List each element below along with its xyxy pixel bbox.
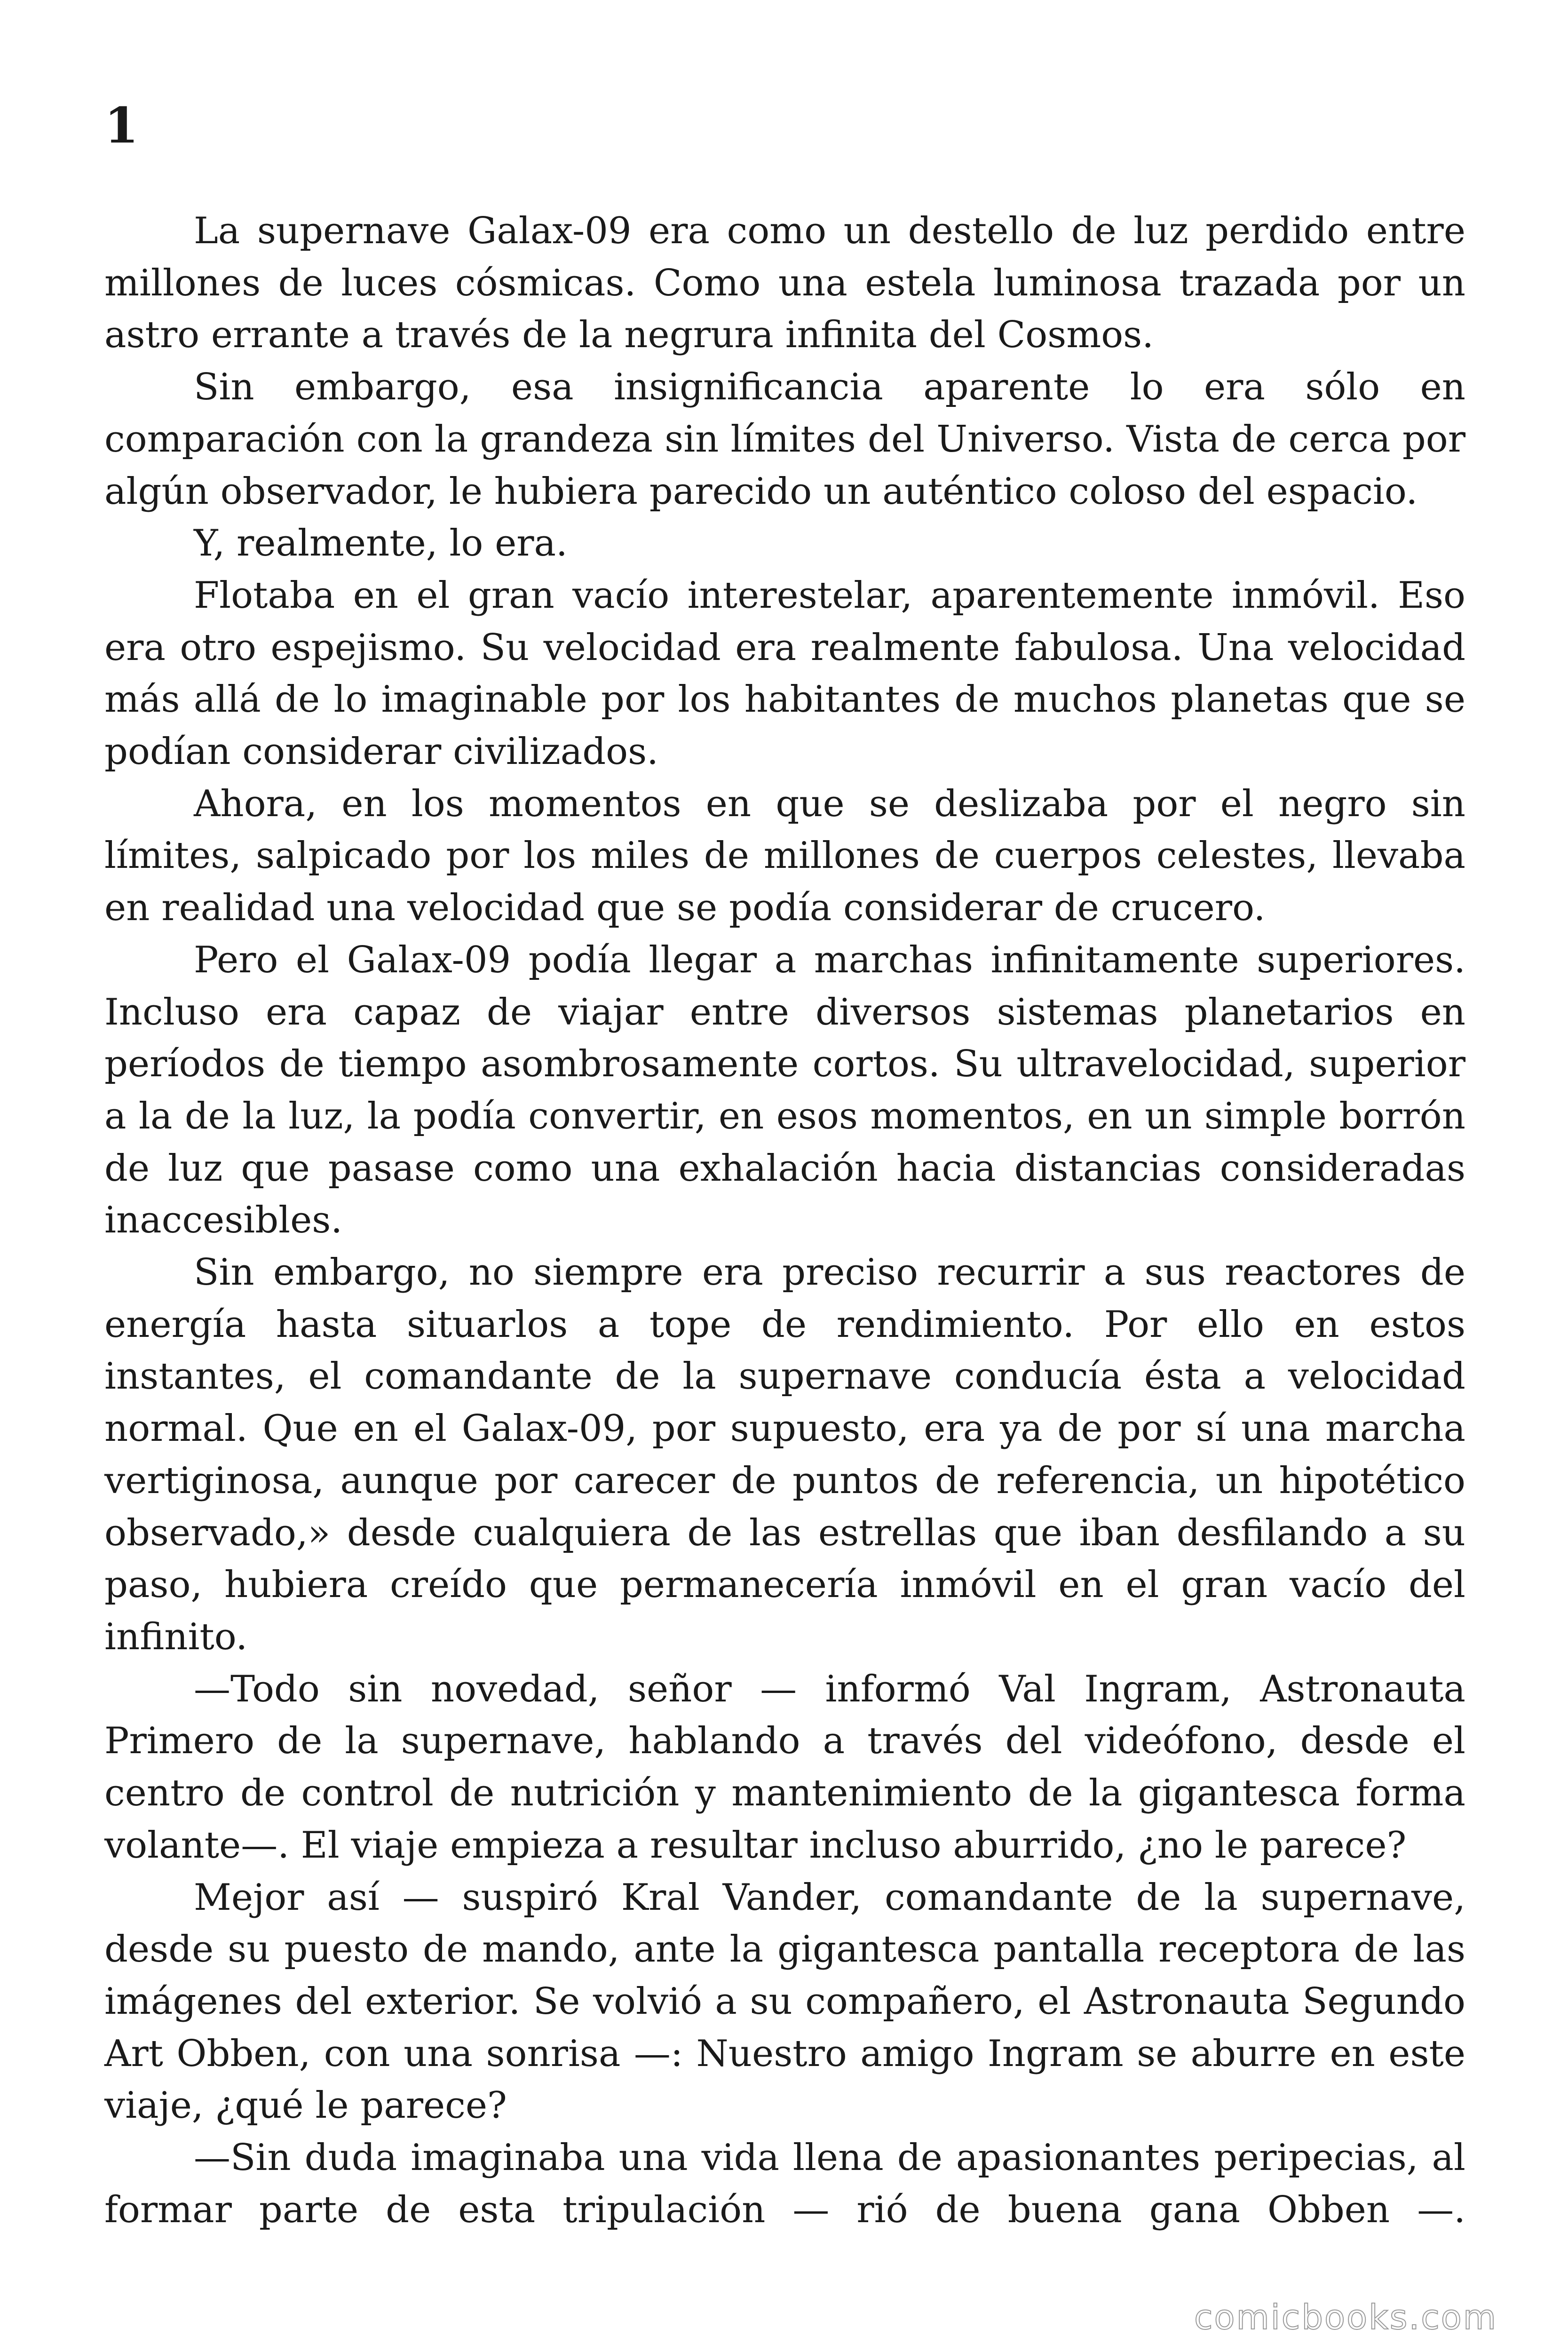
paragraph: La supernave Galax-09 era como un destello de luz perdido entre millones de luces cósmicas. Como una estela luminosa trazada por un astro errante a través de la negrura infinita del Cosmos. [104,210,1465,357]
paragraph: —Sin duda imaginaba una vida llena de apasionantes peripecias, al formar parte de esta tripulación — rió de buena gana Obben —. [104,2137,1465,2231]
paragraph: Sin embargo, esa insignificancia aparente lo era sólo en comparación con la grandeza sin límites del Universo. Vista de cerca por algún observador, le hubiera parecido un auténtico coloso del espacio. [104,366,1465,513]
paragraph: —Todo sin novedad, señor — informó Val Ingram, Astronauta Primero de la supernave, hablando a través del videófono, desde el centro de control de nutrición y mantenimiento de la gigantesca forma volante—. El viaje empieza a resultar incluso aburrido, ¿no le parece? [104,1668,1465,1867]
body-text [104,205,1465,2236]
paragraph: Flotaba en el gran vacío interestelar, aparentemente inmóvil. Eso era otro espejismo. Su velocidad era realmente fabulosa. Una velocidad más allá de lo imaginable por los habitantes de muchos planetas que se podían considerar civilizados. [104,574,1465,773]
paragraph: Pero el Galax-09 podía llegar a marchas infinitamente superiores. Incluso era capaz de viajar entre diversos sistemas planetarios en períodos de tiempo asombrosamente cortos. Su ultravelocidad, superior a la de la luz, la podía convertir, en esos momentos, en un simple borrón de luz que pasase como una exhalación hacia distancias consideradas inaccesibles. [104,938,1465,1242]
paragraph: Ahora, en los momentos en que se deslizaba por el negro sin límites, salpicado por los miles de millones de cuerpos celestes, llevaba en realidad una velocidad que se podía considerar de crucero. [104,782,1465,930]
paragraph: Mejor así — suspiró Kral Vander, comandante de la supernave, desde su puesto de mando, ante la gigantesca pantalla receptora de las imágenes del exterior. Se volvió a su compañero, el Astronauta Segundo Art Obben, con una sonrisa —: Nuestro amigo Ingram se aburre en este viaje, ¿qué le parece? [104,1876,1465,2127]
paragraph: Y, realmente, lo era. [194,522,568,565]
paragraph: Sin embargo, no siempre era preciso recurrir a sus reactores de energía hasta situarlos a tope de rendimiento. Por ello en estos instantes, el comandante de la supernave conducía ésta a velocidad normal. Que en el Galax-09, por supuesto, era ya de por sí una marcha vertiginosa, aunque por carecer de puntos de referencia, un hipotético observado,» desde cualquiera de las estrellas que iban desfilando a su paso, hubiera creído que permanecería inmóvil en el gran vacío del infinito. [104,1251,1465,1658]
watermark: comicbooks.com [1194,2297,1497,2337]
chapter-number: 1 [104,96,139,154]
